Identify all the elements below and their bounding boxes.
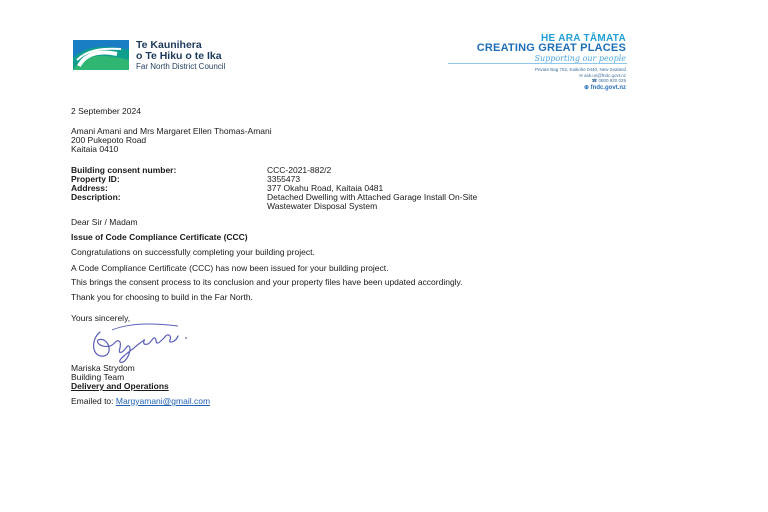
logo-line-1: Te Kaunihera xyxy=(136,39,202,51)
council-phone: ☎ 0800 920 029 xyxy=(591,78,626,83)
council-logo-icon xyxy=(73,40,129,70)
council-email: ✉ ask.us@fndc.govt.nz xyxy=(579,73,626,78)
recipient-city: Kaitaia 0410 xyxy=(71,144,119,154)
letter-subject: Issue of Code Compliance Certificate (CCC) xyxy=(71,232,248,242)
logo-line-3: Far North District Council xyxy=(136,62,226,71)
description-label: Description: xyxy=(71,192,121,202)
paragraph: A Code Compliance Certificate (CCC) has now been issued for your building project. xyxy=(71,263,389,273)
council-website-text: fndc.govt.nz xyxy=(590,85,626,91)
signer-name: Mariska Strydom xyxy=(71,363,135,373)
address-value: 377 Okahu Road, Kaitaia 0481 xyxy=(267,183,384,193)
description-line-2: Wastewater Disposal System xyxy=(267,201,378,211)
paragraph: Thank you for choosing to build in the Far North. xyxy=(71,292,253,302)
signer-team: Building Team xyxy=(71,372,125,382)
recipient-email-link[interactable]: Margyamani@gmail.com xyxy=(115,396,211,406)
paragraph: Congratulations on successfully completing your building project. xyxy=(71,247,315,257)
recipient-name: Amani Amani and Mrs Margaret Ellen Thomas-Amani xyxy=(71,126,272,136)
globe-icon: ⊕ xyxy=(583,85,589,91)
council-phone-text: 0800 920 029 xyxy=(598,78,626,83)
consent-label: Building consent number: xyxy=(71,165,177,175)
logo-line-2: o Te Hiku o te Ika xyxy=(136,50,222,62)
recipient-street: 200 Pukepoto Road xyxy=(71,135,147,145)
council-website xyxy=(584,84,626,91)
property-label: Property ID: xyxy=(71,174,120,184)
emailed-to-line xyxy=(71,397,210,406)
property-value: 3355473 xyxy=(267,174,301,184)
paragraph: This brings the consent process to its conclusion and your property files have been updated accordingly. xyxy=(71,277,463,287)
consent-value: CCC-2021-882/2 xyxy=(267,165,332,175)
letter-date: 2 September 2024 xyxy=(71,106,141,116)
tagline-sub: Supporting our people xyxy=(534,54,626,63)
emailed-to-label: Emailed to: xyxy=(71,396,114,406)
closing: Yours sincerely, xyxy=(71,313,131,323)
tagline-main: CREATING GREAT PLACES xyxy=(476,42,626,54)
tagline-maori: HE ARA TĀMATA xyxy=(541,33,626,44)
council-email-text: ask.us@fndc.govt.nz xyxy=(584,73,626,78)
header-divider xyxy=(448,63,627,64)
handwritten-signature xyxy=(86,318,194,368)
council-address: Private Bag 752, Kaikohe 0440, New Zealand xyxy=(534,67,626,72)
description-line-1: Detached Dwelling with Attached Garage Install On-Site xyxy=(267,192,478,202)
signer-department: Delivery and Operations xyxy=(71,381,169,391)
salutation: Dear Sir / Madam xyxy=(71,217,138,227)
address-label: Address: xyxy=(71,183,108,193)
